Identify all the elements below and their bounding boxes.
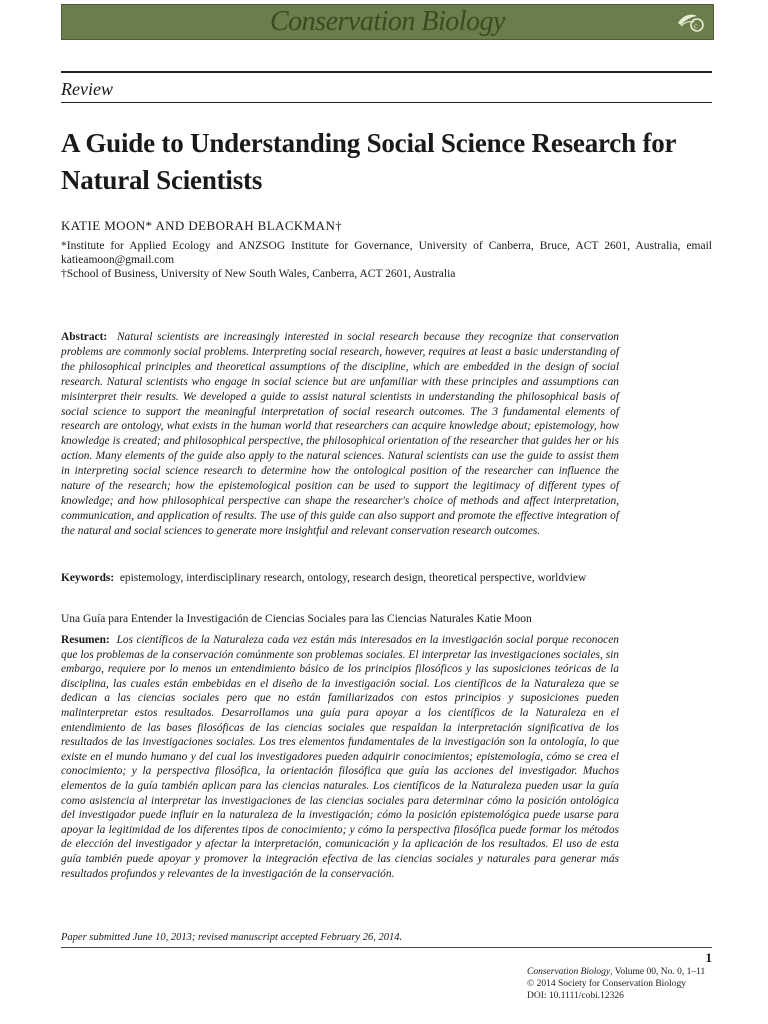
header-rule — [61, 71, 712, 73]
submission-note: Paper submitted June 10, 2013; revised manuscript accepted February 26, 2014. — [61, 932, 403, 943]
affiliation-1: *Institute for Applied Ecology and ANZSOG Institute for Governance, University of Canberra, Bruce, ACT 2601, Australia, email katieamoon@gmail.com — [61, 240, 712, 266]
keywords-label: Keywords: — [61, 572, 115, 584]
footer-rule — [61, 947, 712, 948]
affiliation-2: †School of Business, University of New South Wales, Canberra, ACT 2601, Australia — [61, 268, 456, 280]
author-list: KATIE MOON* AND DEBORAH BLACKMAN† — [61, 218, 343, 233]
abstract-text: Natural scientists are increasingly interested in social research because they recognize that conservation problems are commonly social problems. Interpreting social research, however, requires at least a basic understanding of the philosophical principles and theoretical assumptions of the discipline, which are embedded in the design of social research. Natural scientists who engage in social science but are unfamiliar with these principles and assumptions can misinterpret their results. We developed a guide to assist natural scientists in understanding the philosophical basis of social science to support the meaningful interpretation of social research outcomes. The 3 fundamental elements of research are ontology, what exists in the human world that researchers can acquire knowledge about; epistemology, how knowledge is created; and philosophical perspective, the philosophical orientation of the researcher that guides her or his action. Many elements of the guide also apply to the natural sciences. Natural scientists can use the guide to assist them in interpreting social science research to determine how the ontological position of the researcher can influence the nature of the research; how the epistemological position can be used to support the legitimacy of different types of knowledge; and how philosophical perspective can shape the researcher's choice of methods and affect interpretation, communication, and application of results. The use of this guide can also support and promote the effective integration of the natural and social sciences to generate more insightful and relevant conservation research outcomes. — [61, 331, 619, 537]
footer-volume: , Volume 00, No. 0, 1–11 — [610, 967, 706, 977]
footer-info — [527, 966, 705, 1002]
keywords-text: epistemology, interdisciplinary research, ontology, research design, theoretical perspective, worldview — [119, 572, 587, 584]
section-rule — [61, 102, 712, 103]
resumen — [61, 633, 619, 881]
journal-logo-icon — [675, 9, 705, 35]
journal-name: Conservation Biology — [270, 6, 505, 37]
article-title: A Guide to Understanding Social Science Research for Natural Scientists — [61, 128, 676, 195]
journal-banner — [61, 4, 714, 40]
resumen-text: Los científicos de la Naturaleza cada vez están más interesados en la investigación social porque reconocen que los problemas de la conservación comúnmente son problemas sociales. El interpretar las investigaciones sociales, sin embargo, requiere por lo menos un entendimiento básico de los principios filosóficos y las suposiciones teóricas de la disciplina, las cuales están embebidas en el diseño de la investigación social. Los científicos de la Naturaleza que se dedican a las ciencias sociales pero que no están familiarizados con estos principios y suposiciones pueden malinterpretar estos resultados. Desarrollamos una guía para apoyar a los científicos de la Naturaleza en el entendimiento de las bases filosóficas de las ciencias sociales que respaldan la interpretación significativa de los resultados de las investigaciones sociales. Los tres elementos fundamentales de la investigación son la ontología, lo que existe en el mundo humano y del cual los investigadores pueden adquirir conocimientos; epistemología, cómo se crea el conocimiento; y la perspectiva filosófica, la orientación filosófica que guía las acciones del investigador. Muchos elementos de la guía también aplican para las ciencias naturales. Los científicos de la Naturaleza pueden usar la guía como asistencia al interpretar las investigaciones de las ciencias sociales para determinar cómo la posición ontológica del investigador puede influir en la naturaleza de la investigación; cómo la posición epistemológica puede usarse para apoyar la legitimidad de los diferentes tipos de conocimiento; y cómo la perspectiva filosófica puede formar los métodos de elección del investigador y afectar la interpretación, comunicación y la aplicación de los resultados. El uso de esta guía también puede apoyar y promover la integración efectiva de las ciencias sociales y naturales para generar más resultados profundos y relevantes de la investigación de la conservación. — [61, 634, 619, 880]
section-label: Review — [61, 79, 113, 99]
keywords — [61, 571, 619, 586]
affiliations — [61, 239, 712, 281]
page-number: 1 — [705, 950, 712, 965]
footer-journal-name: Conservation Biology — [527, 967, 611, 977]
resumen-label: Resumen: — [61, 634, 110, 646]
footer-copyright: © 2014 Society for Conservation Biology — [527, 979, 686, 989]
svg-text:c: c — [694, 21, 698, 31]
spanish-title: Una Guía para Entender la Investigación de Ciencias Sociales para las Ciencias Naturales Katie Moon — [61, 613, 532, 625]
footer-doi: DOI: 10.1111/cobi.12326 — [527, 991, 624, 1001]
abstract — [61, 330, 619, 539]
footer-journal-line — [527, 966, 705, 978]
abstract-label: Abstract: — [61, 331, 108, 343]
